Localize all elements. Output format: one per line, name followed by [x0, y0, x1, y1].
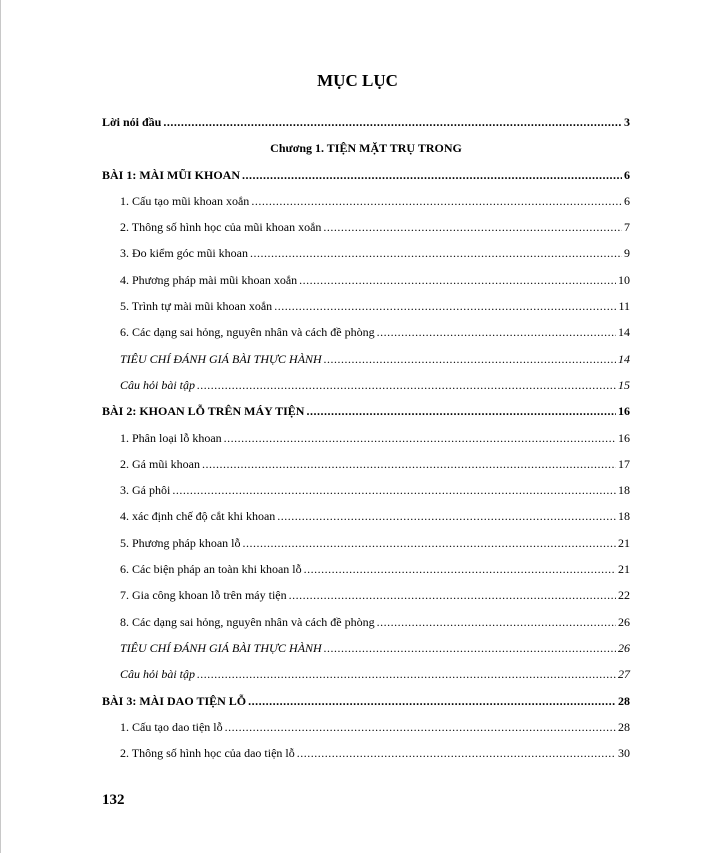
toc-entry-label: 5. Phương pháp khoan lỗ	[120, 535, 241, 550]
toc-entry[interactable]	[102, 244, 630, 270]
toc-entry[interactable]	[102, 718, 630, 744]
dot-leader	[323, 218, 622, 236]
toc-entry-page: 11	[618, 299, 630, 314]
toc-entry-label: Câu hỏi bài tập	[120, 377, 196, 392]
toc-entry-exercises[interactable]	[102, 376, 630, 402]
toc-entry-label: 5. Trình tự mài mũi khoan xoắn	[120, 299, 273, 314]
page-edge	[0, 0, 1, 853]
dot-leader	[377, 613, 616, 631]
dot-leader	[306, 402, 616, 420]
dot-leader	[197, 376, 616, 394]
toc-entry[interactable]	[102, 271, 630, 297]
dot-leader	[274, 297, 616, 315]
toc-entry-label: 2. Gá mũi khoan	[120, 456, 200, 471]
dot-leader	[304, 560, 616, 578]
toc-entry[interactable]	[102, 744, 630, 770]
dot-leader	[242, 166, 622, 184]
chapter-heading: Chương 1. TIỆN MẶT TRỤ TRONG	[270, 141, 462, 156]
toc-entry-page: 6	[624, 167, 630, 182]
toc-entry-label: TIÊU CHÍ ĐÁNH GIÁ BÀI THỰC HÀNH	[120, 640, 322, 655]
toc-entry-page: 28	[618, 719, 630, 734]
page-number: 132	[102, 792, 125, 808]
toc-entry[interactable]	[102, 429, 630, 455]
toc-entry-page: 6	[624, 193, 630, 208]
toc-entry-page: 15	[618, 377, 630, 392]
toc-entry-page: 30	[618, 746, 630, 761]
toc-entry-label: 1. Cấu tạo dao tiện lỗ	[120, 719, 223, 734]
dot-leader	[172, 481, 616, 499]
toc-entry-label: BÀI 1: MÀI MŨI KHOAN	[102, 167, 240, 182]
toc-entry[interactable]	[102, 297, 630, 323]
toc-entry-page: 26	[618, 640, 630, 655]
toc-entry-label: BÀI 2: KHOAN LỖ TRÊN MÁY TIỆN	[102, 404, 305, 419]
dot-leader	[324, 350, 616, 368]
dot-leader	[324, 639, 616, 657]
toc-entry[interactable]	[102, 481, 630, 507]
toc-entry[interactable]	[102, 613, 630, 639]
toc-entry-label: 2. Thông số hình học của dao tiện lỗ	[120, 746, 295, 761]
toc-entry-label: 8. Các dạng sai hỏng, nguyên nhân và cách đề phòng	[120, 614, 375, 629]
toc-entry-page: 14	[618, 325, 630, 340]
dot-leader	[248, 692, 616, 710]
toc-entry-evaluation[interactable]	[102, 350, 630, 376]
toc-entry-page: 26	[618, 614, 630, 629]
toc-entry[interactable]	[102, 192, 630, 218]
toc-entry-label: BÀI 3: MÀI DAO TIỆN LỖ	[102, 693, 247, 708]
toc-entry[interactable]	[102, 560, 630, 586]
toc-entry-page: 16	[618, 404, 630, 419]
dot-leader	[377, 323, 616, 341]
dot-leader	[197, 665, 616, 683]
dot-leader	[297, 744, 616, 762]
toc-title: MỤC LỤC	[317, 71, 398, 90]
toc-entry-label: 7. Gia công khoan lỗ trên máy tiện	[120, 588, 287, 603]
toc-entry-page: 22	[618, 588, 630, 603]
toc-entry-label: 6. Các biện pháp an toàn khi khoan lỗ	[120, 562, 302, 577]
toc-entry-page: 28	[618, 693, 630, 708]
toc-entry[interactable]	[102, 455, 630, 481]
dot-leader	[243, 534, 616, 552]
toc-entry[interactable]	[102, 218, 630, 244]
toc-entry-page: 10	[618, 272, 630, 287]
dot-leader	[225, 718, 616, 736]
dot-leader	[277, 507, 616, 525]
toc-entry-lesson-1[interactable]	[102, 166, 630, 192]
dot-leader	[202, 455, 616, 473]
toc-entry-label: 3. Gá phôi	[120, 483, 171, 498]
toc-entry[interactable]	[102, 323, 630, 349]
toc-entry-page: 17	[618, 456, 630, 471]
toc-entry-label: TIÊU CHÍ ĐÁNH GIÁ BÀI THỰC HÀNH	[120, 351, 322, 366]
toc-entry-label: Câu hỏi bài tập	[120, 667, 196, 682]
dot-leader	[250, 244, 622, 262]
toc-entry-exercises[interactable]	[102, 665, 630, 691]
toc-entry-page: 14	[618, 351, 630, 366]
toc-list	[102, 113, 630, 770]
toc-entry-page: 3	[624, 115, 630, 129]
toc-entry-page: 18	[618, 509, 630, 524]
dot-leader	[163, 113, 622, 131]
toc-entry-label: 4. xác định chế độ cắt khi khoan	[120, 509, 276, 524]
toc-entry-label: 1. Phân loại lỗ khoan	[120, 430, 222, 445]
toc-entry-page: 27	[618, 667, 630, 682]
toc-entry-evaluation[interactable]	[102, 639, 630, 665]
toc-entry-lesson-3[interactable]	[102, 692, 630, 718]
toc-entry-page: 21	[618, 535, 630, 550]
toc-entry-page: 18	[618, 483, 630, 498]
toc-entry-label: Lời nói đầu	[102, 115, 162, 129]
dot-leader	[299, 271, 616, 289]
toc-entry-preface[interactable]	[102, 113, 630, 139]
toc-entry[interactable]	[102, 534, 630, 560]
dot-leader	[224, 429, 616, 447]
dot-leader	[289, 586, 616, 604]
toc-entry-label: 1. Cấu tạo mũi khoan xoắn	[120, 193, 250, 208]
dot-leader	[251, 192, 622, 210]
toc-entry-page: 7	[624, 220, 630, 235]
toc-entry-page: 21	[618, 562, 630, 577]
toc-entry-label: 2. Thông số hình học của mũi khoan xoắn	[120, 220, 322, 235]
toc-entry-label: 6. Các dạng sai hỏng, nguyên nhân và cách đề phòng	[120, 325, 375, 340]
toc-entry[interactable]	[102, 507, 630, 533]
toc-entry-lesson-2[interactable]	[102, 402, 630, 428]
toc-entry[interactable]	[102, 586, 630, 612]
toc-entry-page: 16	[618, 430, 630, 445]
toc-entry-label: 4. Phương pháp mài mũi khoan xoắn	[120, 272, 298, 287]
toc-entry-page: 9	[624, 246, 630, 261]
toc-entry-label: 3. Đo kiểm góc mũi khoan	[120, 246, 248, 261]
